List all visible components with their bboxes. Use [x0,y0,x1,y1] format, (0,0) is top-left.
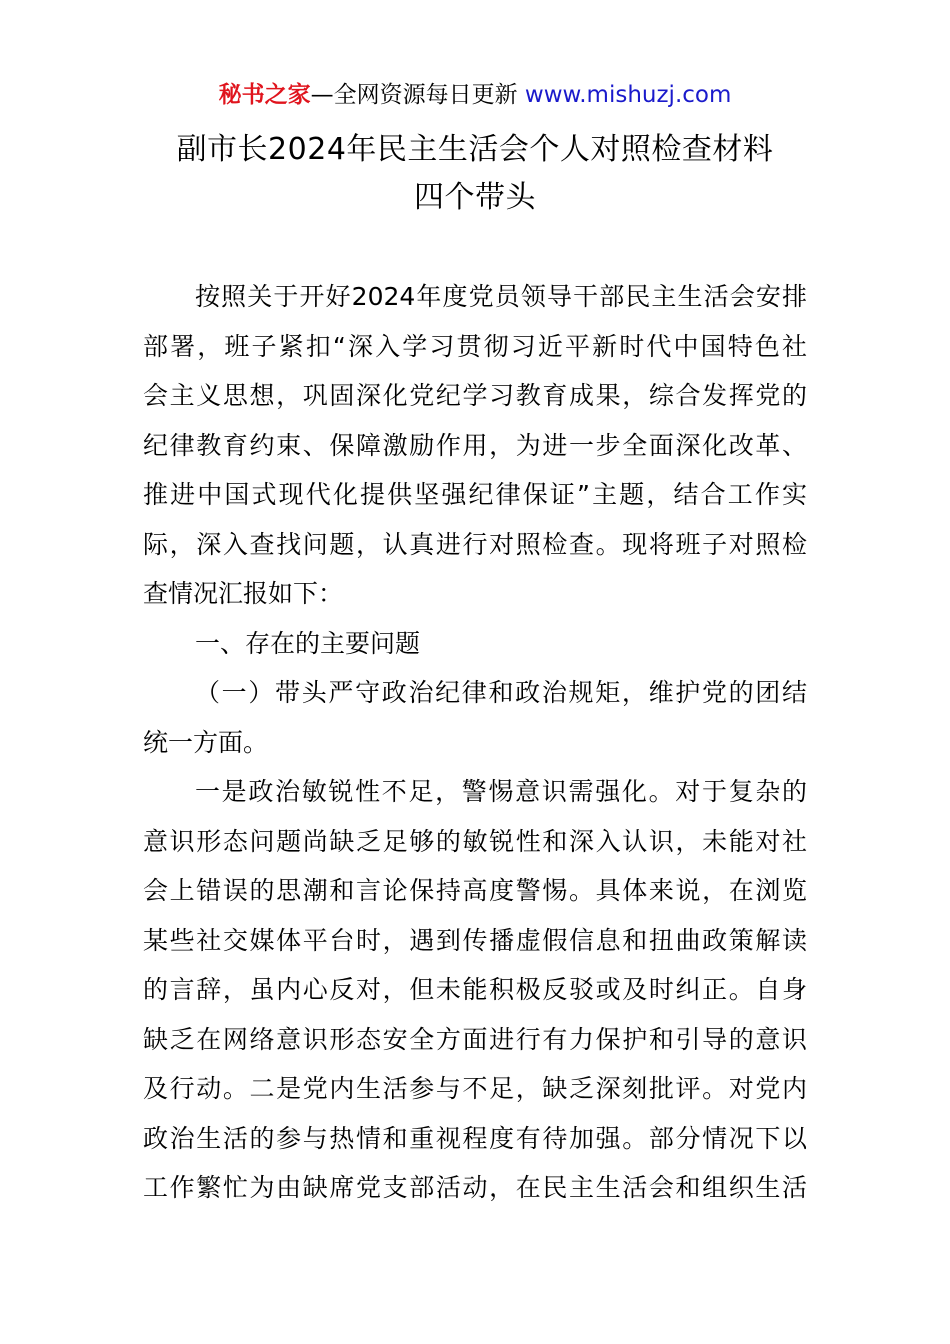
body-line: 查情况汇报如下： [143,579,344,608]
body-line: 际，深入查找问题，认真进行对照检查。现将班子对照检 [143,529,807,559]
body-line: 政治生活的参与热情和重视程度有待加强。部分情况下以 [143,1123,807,1153]
body-line: 意识形态问题尚缺乏足够的敏锐性和深入认识，未能对社 [143,826,807,856]
site-tagline: —全网资源每日更新 [310,82,525,108]
body-line: 一是政治敏锐性不足，警惕意识需强化。对于复杂的 [195,777,807,806]
body-line: 部署，班子紧扣“深入学习贯彻习近平新时代中国特色社 [143,331,807,361]
subsection-heading: （一）带头严守政治纪律和政治规矩，维护党的团结 [195,678,807,707]
body-line: 会主义思想，巩固深化党纪学习教育成果，综合发挥党的 [143,381,807,410]
document-title: 副市长2024年民主生活会个人对照检查材料 [176,132,774,167]
document-body [143,272,807,1213]
site-header [0,78,950,112]
section-heading: 一、存在的主要问题 [195,628,421,658]
document-subtitle: 四个带头 [414,180,536,215]
body-line: 纪律教育约束、保障激励作用，为进一步全面深化改革、 [143,430,807,460]
site-brand: 秘书之家 [218,82,311,108]
body-line: 工作繁忙为由缺席党支部活动，在民主生活会和组织生活 [143,1173,807,1202]
body-line: 会上错误的思潮和言论保持高度警惕。具体来说，在浏览 [143,876,807,905]
body-line: 及行动。二是党内生活参与不足，缺乏深刻批评。对党内 [143,1074,807,1103]
body-line: 按照关于开好2024年度党员领导干部民主生活会安排 [195,282,807,311]
subsection-heading-cont: 统一方面。 [143,727,269,757]
site-url-link[interactable]: www.mishuzj.com [524,82,732,108]
body-line: 推进中国式现代化提供坚强纪律保证”主题，结合工作实 [143,480,807,509]
body-line: 某些社交媒体平台时，遇到传播虚假信息和扭曲政策解读 [143,925,807,955]
body-line: 的言辞，虽内心反对，但未能积极反驳或及时纠正。自身 [143,975,807,1004]
body-line: 缺乏在网络意识形态安全方面进行有力保护和引导的意识 [143,1024,807,1054]
